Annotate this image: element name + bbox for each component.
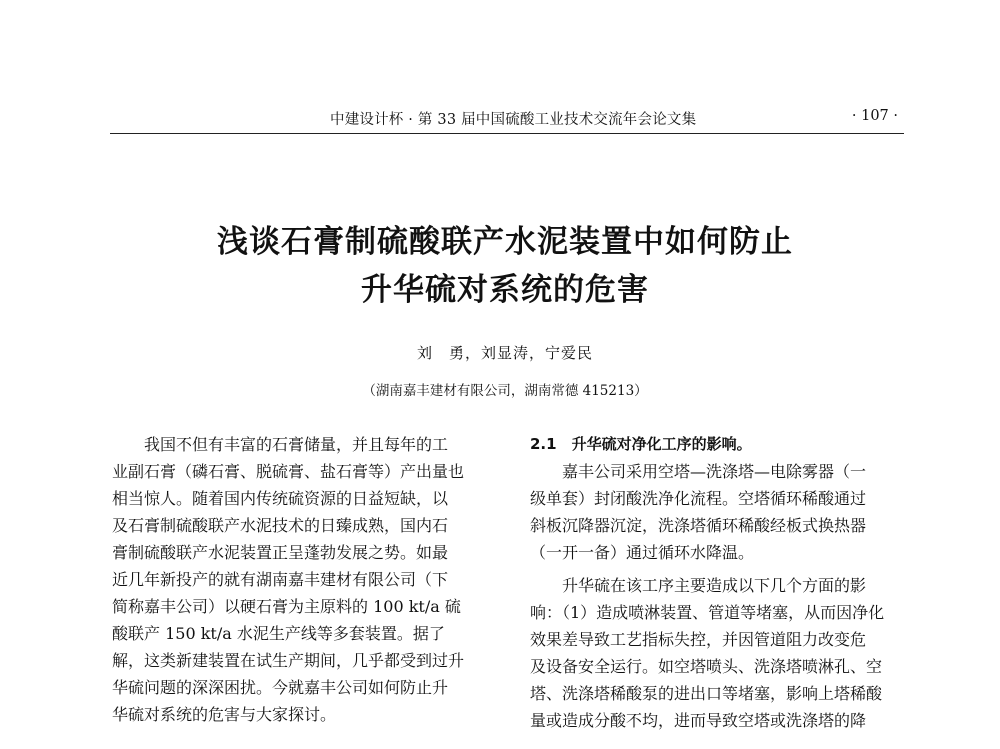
- section-heading: 2.1 升华硫对净化工序的影响。: [530, 435, 752, 453]
- journal-title: 中建设计杯 · 第 33 届中国硫酸工业技术交流年会论文集: [330, 112, 697, 128]
- body-line: 级单套）封闭酸洗净化流程。空塔循环稀酸通过: [530, 489, 867, 508]
- body-line: 近几年新投产的就有湖南嘉丰建材有限公司（下: [112, 570, 449, 589]
- right-column: [530, 431, 902, 734]
- body-line: 酸联产 150 kt/a 水泥生产线等多套装置。据了: [112, 624, 445, 643]
- body-line: 量或造成分酸不均，进而导致空塔或洗涤塔的降: [530, 711, 867, 730]
- body-line: 及设备安全运行。如空塔喷头、洗涤塔喷淋孔、空: [530, 657, 883, 676]
- body-line: 简称嘉丰公司）以硬石膏为主原料的 100 kt/a 硫: [112, 597, 461, 616]
- left-column: [112, 431, 484, 728]
- body-line: 升华硫在该工序主要造成以下几个方面的影: [562, 576, 867, 595]
- title-line-2: 升华硫对系统的危害: [361, 272, 649, 308]
- paper-title: [100, 218, 910, 314]
- body-line: 效果差导致工艺指标失控，并因管道阻力改变危: [530, 630, 867, 649]
- body-line: 华硫对系统的危害与大家探讨。: [112, 705, 337, 724]
- running-header: [110, 108, 900, 132]
- body-line: 膏制硫酸联产水泥装置正呈蓬勃发展之势。如最: [112, 543, 449, 562]
- body-line: 我国不但有丰富的石膏储量，并且每年的工: [144, 435, 449, 454]
- body-line: 华硫问题的深深困扰。今就嘉丰公司如何防止升: [112, 678, 449, 697]
- affiliation: （湖南嘉丰建材有限公司，湖南常德 415213）: [362, 383, 648, 399]
- title-line-1: 浅谈石膏制硫酸联产水泥装置中如何防止: [217, 224, 793, 260]
- body-line: 塔、洗涤塔稀酸泵的进出口等堵塞，影响上塔稀酸: [530, 684, 883, 703]
- body-line: 及石膏制硫酸联产水泥技术的日臻成熟，国内石: [112, 516, 449, 535]
- body-line: 响：（1）造成喷淋装置、管道等堵塞，从而因净化: [530, 603, 885, 622]
- body-line: 斜板沉降器沉淀，洗涤塔循环稀酸经板式换热器: [530, 516, 867, 535]
- body-line: 业副石膏（磷石膏、脱硫膏、盐石膏等）产出量也: [112, 462, 465, 481]
- body-line: 解，这类新建装置在试生产期间，几乎都受到过升: [112, 651, 465, 670]
- body-line: 相当惊人。随着国内传统硫资源的日益短缺，以: [112, 489, 449, 508]
- body-line: 嘉丰公司采用空塔—洗涤塔—电除雾器（一: [562, 462, 867, 481]
- page-number: · 107 ·: [851, 108, 898, 124]
- author-list: 刘 勇，刘显涛，宁爱民: [416, 344, 593, 362]
- header-divider: [110, 133, 904, 134]
- body-line: （一开一备）通过循环水降温。: [530, 543, 755, 562]
